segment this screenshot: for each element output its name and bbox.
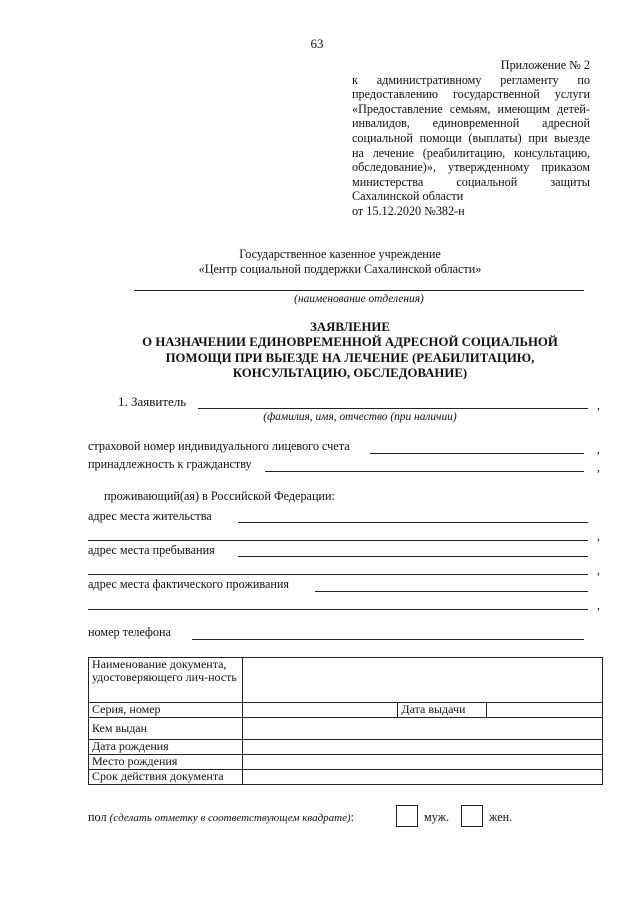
- heading-line: КОНСУЛЬТАЦИЮ, ОБСЛЕДОВАНИЕ): [232, 366, 468, 381]
- appendix-line: инвалидов, единовременной адресной: [352, 116, 590, 131]
- address-residence-label: адрес места жительства: [88, 509, 212, 523]
- issued-by-label: Кем выдан: [89, 718, 243, 740]
- issued-by-cell[interactable]: [242, 718, 602, 740]
- appendix-line: к административному регламенту по: [352, 72, 590, 87]
- appendix-line: социальной помощи (выплаты) при выезде: [352, 130, 590, 145]
- applicant-label: Заявитель: [131, 394, 187, 409]
- heading-line: ПОМОЩИ ПРИ ВЫЕЗДЕ НА ЛЕЧЕНИЕ (РЕАБИЛИТАЦИЮ,: [165, 350, 535, 365]
- citizenship-label: принадлежность к гражданству: [88, 457, 252, 471]
- female-label: жен.: [489, 810, 513, 824]
- table-row: [89, 658, 603, 703]
- appendix-region: Сахалинской области: [352, 189, 464, 204]
- address-stay-label: адрес места пребывания: [88, 543, 215, 557]
- birth-place-label: Место рождения: [89, 755, 243, 770]
- table-row: [89, 755, 603, 770]
- male-checkbox[interactable]: [396, 805, 418, 827]
- validity-label: Срок действия документа: [89, 770, 243, 785]
- address-stay-field-line2[interactable]: [88, 574, 588, 575]
- organization-name: [0, 247, 634, 277]
- table-row: [89, 770, 603, 785]
- address-actual-field[interactable]: [315, 591, 588, 592]
- appendix-line: на лечение (реабилитацию, консультацию,: [352, 145, 590, 160]
- applicant-name-field[interactable]: [198, 408, 588, 409]
- comma: ,: [597, 529, 600, 543]
- address-residence-field-line2[interactable]: [88, 540, 588, 541]
- gender-hint: (сделать отметку в соответствующем квадрате): [109, 812, 351, 824]
- appendix-line: обследование)», утвержденному приказом: [352, 160, 590, 175]
- appendix-block: [352, 58, 590, 219]
- female-checkbox[interactable]: [461, 805, 483, 827]
- birth-date-cell[interactable]: [242, 740, 602, 755]
- series-number-label: Серия, номер: [89, 703, 243, 718]
- id-document-table: [88, 657, 603, 785]
- table-row: [89, 718, 603, 740]
- department-caption: (наименование отделения): [294, 293, 424, 305]
- gender-label: пол: [88, 810, 107, 824]
- gender-row: [88, 810, 354, 825]
- comma: ,: [597, 398, 600, 412]
- phone-field[interactable]: [192, 639, 584, 640]
- gender-colon: :: [350, 810, 355, 824]
- birth-place-cell[interactable]: [242, 755, 602, 770]
- address-actual-field-line2[interactable]: [88, 609, 588, 610]
- series-number-cell[interactable]: [242, 703, 398, 718]
- snils-field[interactable]: [370, 453, 584, 454]
- male-label: муж.: [424, 810, 450, 824]
- comma: ,: [597, 598, 600, 612]
- applicant-number: 1.: [118, 394, 128, 409]
- residing-intro: проживающий(ая) в Российской Федерации:: [104, 489, 335, 503]
- applicant-row: [118, 394, 186, 410]
- comma: ,: [597, 460, 600, 474]
- page-number: 63: [310, 36, 324, 51]
- validity-cell[interactable]: [242, 770, 602, 785]
- document-heading: [140, 320, 560, 382]
- applicant-caption: (фамилия, имя, отчество (при наличии): [263, 411, 457, 423]
- heading-line: ЗАЯВЛЕНИЕ: [310, 320, 390, 334]
- organization-line1: Государственное казенное учреждение: [239, 247, 441, 261]
- birth-date-label: Дата рождения: [89, 740, 243, 755]
- comma: ,: [597, 563, 600, 577]
- appendix-line: предоставлению государственной услуги: [352, 87, 590, 102]
- address-actual-label: адрес места фактического проживания: [88, 577, 290, 591]
- appendix-date: от 15.12.2020 №382-н: [352, 203, 465, 218]
- issue-date-label: Дата выдачи: [398, 703, 487, 718]
- department-field-line[interactable]: [134, 290, 584, 291]
- appendix-line: «Предоставление семьям, имеющим детей-: [352, 101, 590, 116]
- address-stay-field[interactable]: [238, 556, 588, 557]
- address-residence-field[interactable]: [238, 522, 588, 523]
- issue-date-cell[interactable]: [487, 703, 603, 718]
- doc-name-cell[interactable]: [242, 658, 602, 703]
- table-row: [89, 703, 603, 718]
- organization-line2: «Центр социальной поддержки Сахалинской области»: [198, 262, 482, 276]
- appendix-line: министерства социальной защиты: [352, 174, 590, 189]
- citizenship-field[interactable]: [265, 471, 584, 472]
- table-row: [89, 740, 603, 755]
- heading-line: О НАЗНАЧЕНИИ ЕДИНОВРЕМЕННОЙ АДРЕСНОЙ СОЦИАЛЬНОЙ: [142, 335, 558, 350]
- snils-label: страховой номер индивидуального лицевого счета: [88, 439, 350, 453]
- doc-name-label: Наименование документа, удостоверяющего лич-ность: [89, 658, 243, 703]
- appendix-title: Приложение № 2: [500, 58, 590, 72]
- phone-label: номер телефона: [88, 625, 171, 639]
- comma: ,: [597, 442, 600, 456]
